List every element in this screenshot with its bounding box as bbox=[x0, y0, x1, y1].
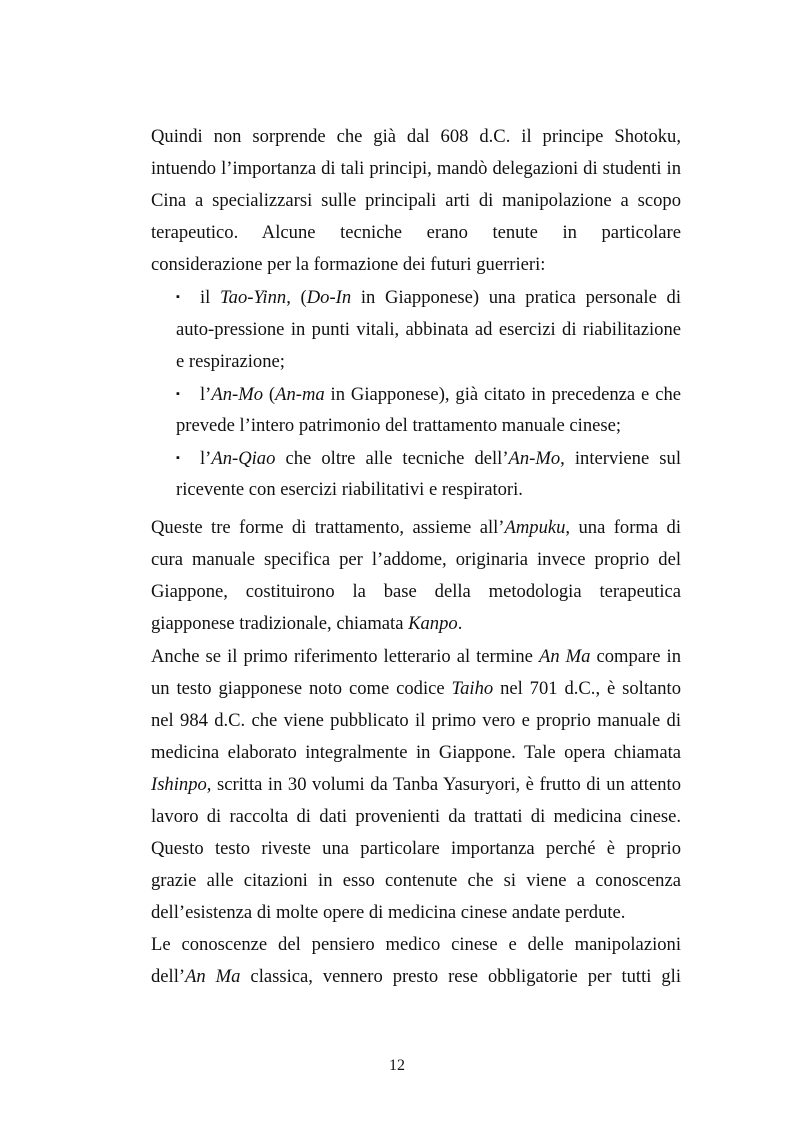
text-line: intuendo l’importanza di tali principi, mandò delegazioni di studenti in bbox=[151, 158, 681, 180]
page-number: 12 bbox=[389, 1057, 405, 1074]
text-line: cura manuale specifica per l’addome, originaria invece proprio del bbox=[151, 549, 681, 571]
text-line: dell’esistenza di molte opere di medicina cinese andate perdute. bbox=[151, 902, 626, 924]
text-line: un testo giapponese noto come codice Taiho nel 701 d.C., è soltanto bbox=[151, 677, 681, 699]
text-line: Questo testo riveste una particolare importanza perché è proprio bbox=[151, 838, 681, 860]
term: Ampuku bbox=[504, 517, 566, 539]
term: An-Qiao bbox=[211, 447, 276, 469]
text-line: giapponese tradizionale, chiamata Kanpo. bbox=[151, 613, 463, 635]
text-line: e respirazione; bbox=[176, 350, 285, 372]
text-line: Giappone, costituirono la base della metodologia terapeutica bbox=[151, 581, 681, 603]
text-line: ricevente con esercizi riabilitativi e respiratori. bbox=[176, 479, 523, 501]
term: An-Mo bbox=[211, 383, 263, 405]
bullet-item-tao-yinn: ▪ il Tao-Yinn, (Do-In in Giapponese) una pratica personale di bbox=[176, 281, 681, 313]
text-line: Anche se il primo riferimento letterario al termine An Ma compare in bbox=[151, 645, 681, 667]
term: Do-In bbox=[306, 287, 352, 309]
term: Kanpo bbox=[408, 613, 458, 635]
term: An Ma bbox=[538, 645, 591, 667]
bullet-item-an-mo: ▪ l’An-Mo (An-ma in Giapponese), già citato in precedenza e che bbox=[176, 378, 681, 410]
text-line: terapeutico. Alcune tecniche erano tenute in particolare bbox=[151, 222, 681, 244]
text-line: grazie alle citazioni in esso contenute che si viene a conoscenza bbox=[151, 870, 681, 892]
body-text bbox=[151, 121, 681, 994]
text-line: Ishinpo, scritta in 30 volumi da Tanba Yasuryori, è frutto di un attento bbox=[151, 773, 681, 795]
text-line: prevede l’intero patrimonio del trattamento manuale cinese; bbox=[176, 414, 622, 436]
bullet-item-an-qiao: ▪ l’An-Qiao che oltre alle tecniche dell’An-Mo, interviene sul bbox=[176, 442, 681, 474]
text-line: nel 984 d.C. che viene pubblicato il primo vero e proprio manuale di bbox=[151, 709, 681, 731]
text-line: considerazione per la formazione dei futuri guerrieri: bbox=[151, 254, 546, 276]
text-line: Quindi non sorprende che già dal 608 d.C. il principe Shotoku, bbox=[151, 126, 681, 147]
term: Taiho bbox=[451, 677, 494, 699]
text-line: Cina a specializzarsi sulle principali arti di manipolazione a scopo bbox=[151, 190, 681, 212]
bullet-icon: ▪ bbox=[176, 387, 180, 400]
text-line: Le conoscenze del pensiero medico cinese e delle manipolazioni bbox=[151, 934, 681, 956]
text-line: medicina elaborato integralmente in Giappone. Tale opera chiamata bbox=[151, 741, 681, 763]
term: An Ma bbox=[185, 966, 241, 988]
bullet-icon: ▪ bbox=[176, 451, 180, 464]
text-line: lavoro di raccolta di dati provenienti da trattati di medicina cinese. bbox=[151, 805, 681, 827]
bullet-icon: ▪ bbox=[176, 291, 180, 304]
text-line: Queste tre forme di trattamento, assieme all’Ampuku, una forma di bbox=[151, 517, 681, 539]
text-line: dell’An Ma classica, vennero presto rese obbligatorie per tutti gli bbox=[151, 966, 681, 988]
term: An-Mo bbox=[508, 447, 561, 469]
text-line: auto-pressione in punti vitali, abbinata ad esercizi di riabilitazione bbox=[176, 318, 681, 340]
term: Ishinpo bbox=[151, 773, 207, 795]
term: An-ma bbox=[275, 383, 325, 405]
term: Tao-Yinn bbox=[220, 287, 287, 309]
